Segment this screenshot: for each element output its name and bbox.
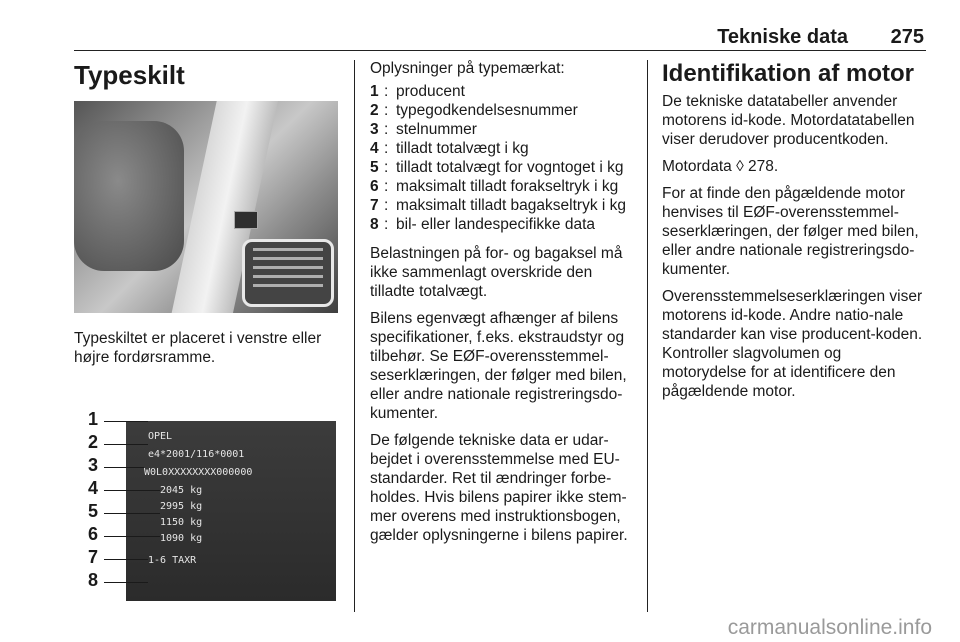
list-item: 4 : tilladt totalvægt i kg	[370, 140, 529, 157]
column-divider	[354, 60, 355, 612]
plate-number-label: 5	[88, 501, 99, 521]
motor-find-text: For at finde den pågældende motor henvises til EØF-overensstemmel-seserklæringen, der følger med bilen, eller andre nationale registreringsdo-kumenter.	[662, 185, 919, 278]
list-item: 6 : maksimalt tilladt forakseltryk i kg	[370, 178, 619, 195]
page-header	[74, 26, 926, 51]
leader-line	[104, 513, 160, 514]
conformity-text: Overensstemmelseserklæringen viser motorens id-kode. Andre natio-nale standarder kan vise producent-koden. Kontroller slagvolumen og motorydelse for at identificere den pågældende motor.	[662, 288, 923, 400]
list-item: 1 : producent	[370, 83, 465, 100]
plate-number-label: 2	[88, 432, 99, 452]
watermark: carmanualsonline.info	[727, 616, 932, 639]
plate-number-label: 8	[88, 570, 99, 590]
motor-id-text: De tekniske datatabeller anvender motorens id-kode. Motordatatabellen viser derudover producentkoden.	[662, 93, 915, 148]
plate-line: 1150 kg	[160, 517, 203, 528]
section-heading-typeskilt: Typeskilt	[74, 60, 185, 90]
leader-line	[104, 444, 148, 445]
seat-shape	[74, 121, 184, 271]
page-number: 275	[890, 26, 924, 48]
leader-line	[104, 582, 148, 583]
motordata-reference-link[interactable]: Motordata ◊ 278.	[662, 158, 779, 175]
list-item: 3 : stelnummer	[370, 121, 477, 138]
plate-number-label: 3	[88, 455, 99, 475]
list-item: 8 : bil- eller landespecifikke data	[370, 216, 596, 233]
curb-weight-text: Bilens egenvægt afhænger af bilens specifikationer, f.eks. ekstraudstyr og tilbehør. Se EØF-overensstemmel-seserklæringen, der følger med bilen, eller andre nationale registreringsdo-kumenter.	[370, 310, 627, 422]
column-typemaerkat	[370, 60, 632, 553]
plate-line: W0L0XXXXXXXX000000	[144, 467, 253, 478]
list-item: 7 : maksimalt tilladt bagakseltryk i kg	[370, 197, 626, 214]
typemaerkat-intro: Oplysninger på typemærkat:	[370, 60, 565, 77]
plate-line: 2045 kg	[160, 485, 203, 496]
plate-line: 1-6 TAXR	[148, 555, 197, 566]
leader-line	[104, 421, 148, 422]
plate-line: 1090 kg	[160, 533, 203, 544]
column-typeskilt	[74, 60, 340, 609]
header-title: Tekniske data	[717, 26, 848, 48]
plate-number-label: 4	[88, 478, 99, 498]
leader-line	[104, 467, 144, 468]
type-plate	[126, 421, 336, 601]
plate-number-label: 7	[88, 547, 99, 567]
type-plate-diagram	[74, 391, 340, 609]
column-motor	[662, 60, 926, 409]
plate-number-label: 6	[88, 524, 99, 544]
typemaerkat-list	[370, 82, 632, 234]
plate-number-label: 1	[88, 409, 99, 429]
plate-location-marker	[234, 211, 258, 229]
typeskilt-location-text: Typeskiltet er placeret i venstre eller højre fordørsramme.	[74, 330, 322, 366]
door-frame-photo	[74, 101, 338, 313]
section-heading-motor: Identifikation af motor	[662, 60, 914, 87]
plate-line: e4*2001/116*0001	[148, 449, 245, 460]
leader-line	[104, 536, 160, 537]
column-divider	[647, 60, 648, 612]
plate-line: 2995 kg	[160, 501, 203, 512]
plate-zoom-inset	[242, 239, 334, 307]
list-item: 2 : typegodkendelsesnummer	[370, 102, 578, 119]
plate-line: OPEL	[148, 431, 173, 442]
eu-standards-text: De følgende tekniske data er udar-bejdet i overensstemmelse med EU-standarder. Ret til ændringer forbe-holdes. Hvis bilens papirer ikke stem-mer overens med instruktionsbogen, gælder oplysningerne i bilens papirer.	[370, 432, 628, 544]
leader-line	[104, 490, 160, 491]
leader-line	[104, 559, 148, 560]
load-text: Belastningen på for- og bagaksel må ikke sammenlagt overskride den tilladte totalvægt.	[370, 245, 623, 300]
list-item: 5 : tilladt totalvægt for vogntoget i kg	[370, 159, 624, 176]
